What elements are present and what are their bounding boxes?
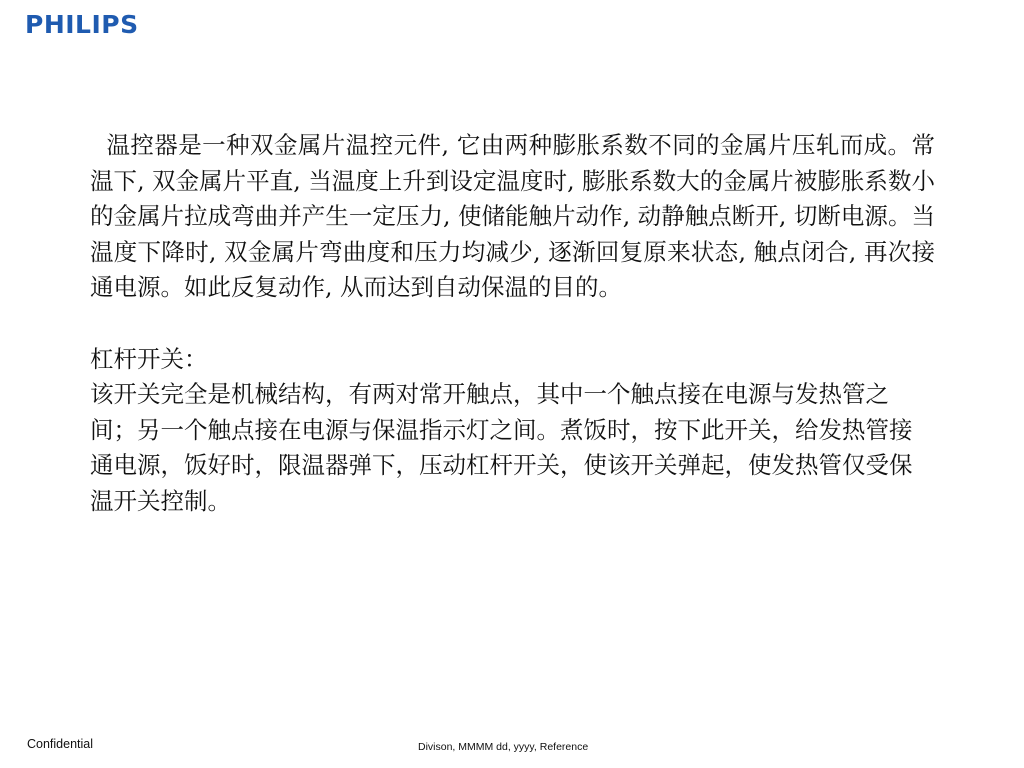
footer-confidential: Confidential (27, 737, 94, 751)
slide-body (90, 128, 935, 519)
lever-switch-paragraph: 该开关完全是机械结构，有两对常开触点，其中一个触点接在电源与发热管之间；另一个触点接在电源与保温指示灯之间。煮饭时，按下此开关，给发热管接通电源，饭好时，限温器弹下，压动杠杆开关，使该开关弹起，使发热管仅受保温开关控制。 (90, 380, 913, 515)
philips-logo: PHILIPS (25, 10, 139, 39)
thermostat-paragraph: 温控器是一种双金属片温控元件, 它由两种膨胀系数不同的金属片压轧而成。常温下, 双金属片平直, 当温度上升到设定温度时, 膨胀系数大的金属片被膨胀系数小的金属片拉成弯曲并产生一定压力, 使储能触片动作, 动静触点断开, 切断电源。当温度下降时, 双金属片弯曲度和压力均减少, 逐渐回复原来状态, 触点闭合, 再次接通电源。如此反复动作, 从而达到自动保温的目的。 (90, 131, 935, 301)
footer-reference: Divison, MMMM dd, yyyy, Reference (418, 741, 589, 753)
paragraph-spacer (90, 306, 935, 342)
lever-switch-heading: 杠杆开关： (90, 344, 208, 373)
